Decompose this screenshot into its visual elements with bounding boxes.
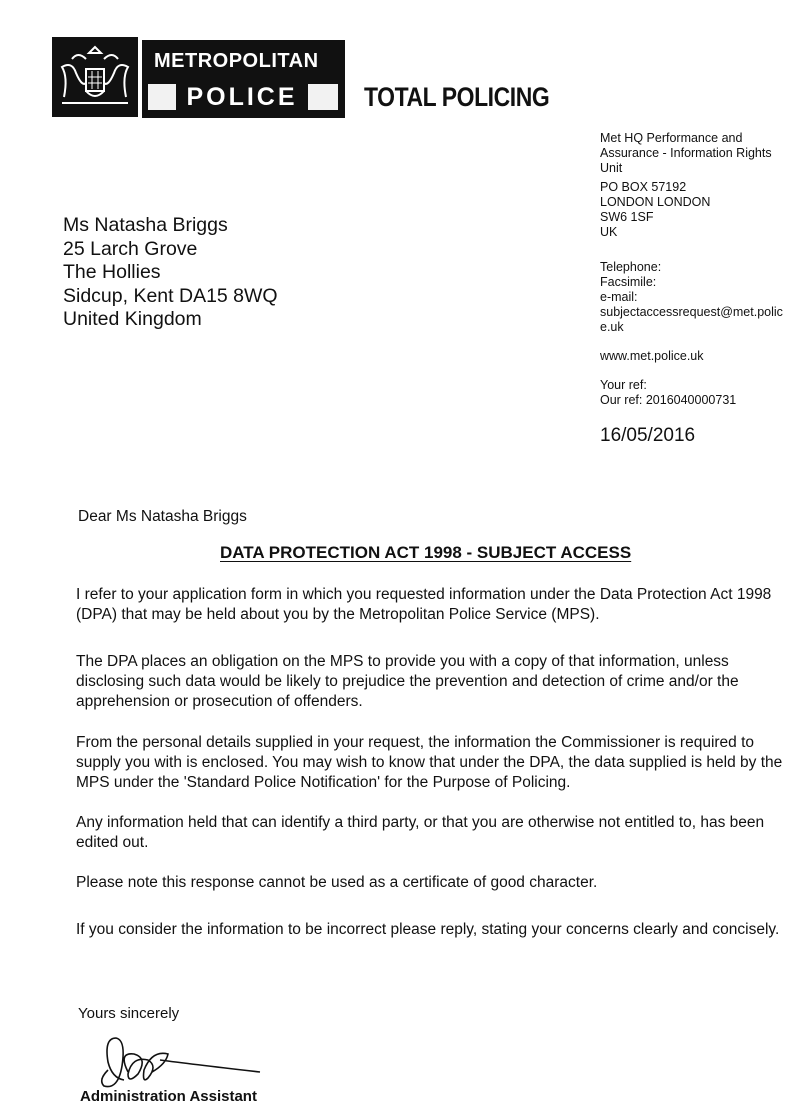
body-paragraph: Please note this response cannot be used as a certificate of good character. bbox=[76, 874, 598, 891]
recipient-line: Sidcup, Kent DA15 8WQ bbox=[63, 284, 278, 307]
recipient-address bbox=[63, 214, 278, 332]
email-label: e-mail: bbox=[600, 290, 638, 304]
body-paragraph: From the personal details supplied in your request, the information the Commissioner is required to supply you with is enclosed. You may wish to know that under the DPA, the data supplied is held by the MPS under the 'Standard Police Notification' for the Purpose of Policing. bbox=[76, 734, 783, 791]
recipient-line: 25 Larch Grove bbox=[63, 237, 198, 260]
letter-date: 16/05/2016 bbox=[600, 425, 696, 446]
tagline: TOTAL POLICING bbox=[364, 82, 550, 112]
sender-line: Unit bbox=[600, 161, 623, 175]
recipient-line: The Hollies bbox=[63, 261, 161, 283]
met-police-logo bbox=[142, 40, 345, 118]
telephone-label: Telephone: bbox=[600, 260, 662, 274]
sender-line: Met HQ Performance and bbox=[600, 131, 743, 145]
coat-of-arms-icon bbox=[52, 37, 138, 117]
recipient-line: Ms Natasha Briggs bbox=[63, 214, 228, 236]
body-paragraph: If you consider the information to be incorrect please reply, stating your concerns clearly and concisely. bbox=[76, 921, 780, 938]
signature-icon bbox=[90, 1030, 270, 1092]
sender-line: SW6 1SF bbox=[600, 210, 654, 224]
body-paragraph: I refer to your application form in which you requested information under the Data Protection Act 1998 (DPA) that may be held about you by the Metropolitan Police Service (MPS). bbox=[76, 586, 772, 623]
salutation: Dear Ms Natasha Briggs bbox=[78, 508, 247, 525]
our-ref: Our ref: 2016040000731 bbox=[600, 393, 737, 407]
sender-line: UK bbox=[600, 225, 618, 239]
sender-line: Assurance - Information Rights bbox=[600, 146, 772, 160]
email-address-cont: e.uk bbox=[600, 320, 624, 334]
logo-org-line1: METROPOLITAN bbox=[154, 50, 319, 72]
facsimile-label: Facsimile: bbox=[600, 275, 657, 289]
website: www.met.police.uk bbox=[600, 349, 704, 363]
logo-org-line2: POLICE bbox=[176, 82, 308, 112]
recipient-line: United Kingdom bbox=[63, 308, 202, 330]
body-paragraph: The DPA places an obligation on the MPS to provide you with a copy of that information, unless disclosing such data would be likely to prejudice the prevention and detection of crime and/or the apprehension or prosecution of offenders. bbox=[76, 653, 739, 710]
sender-line: LONDON LONDON bbox=[600, 195, 711, 209]
sender-line: PO BOX 57192 bbox=[600, 180, 687, 194]
email-address: subjectaccessrequest@met.polic bbox=[600, 305, 783, 319]
closing: Yours sincerely bbox=[78, 1005, 180, 1022]
sender-address bbox=[600, 131, 783, 408]
signatory-role: Administration Assistant bbox=[80, 1088, 257, 1105]
subject-heading: DATA PROTECTION ACT 1998 - SUBJECT ACCESS bbox=[220, 543, 632, 562]
body-paragraph: Any information held that can identify a third party, or that you are otherwise not entitled to, has been edited out. bbox=[76, 814, 765, 851]
your-ref: Your ref: bbox=[600, 378, 647, 392]
